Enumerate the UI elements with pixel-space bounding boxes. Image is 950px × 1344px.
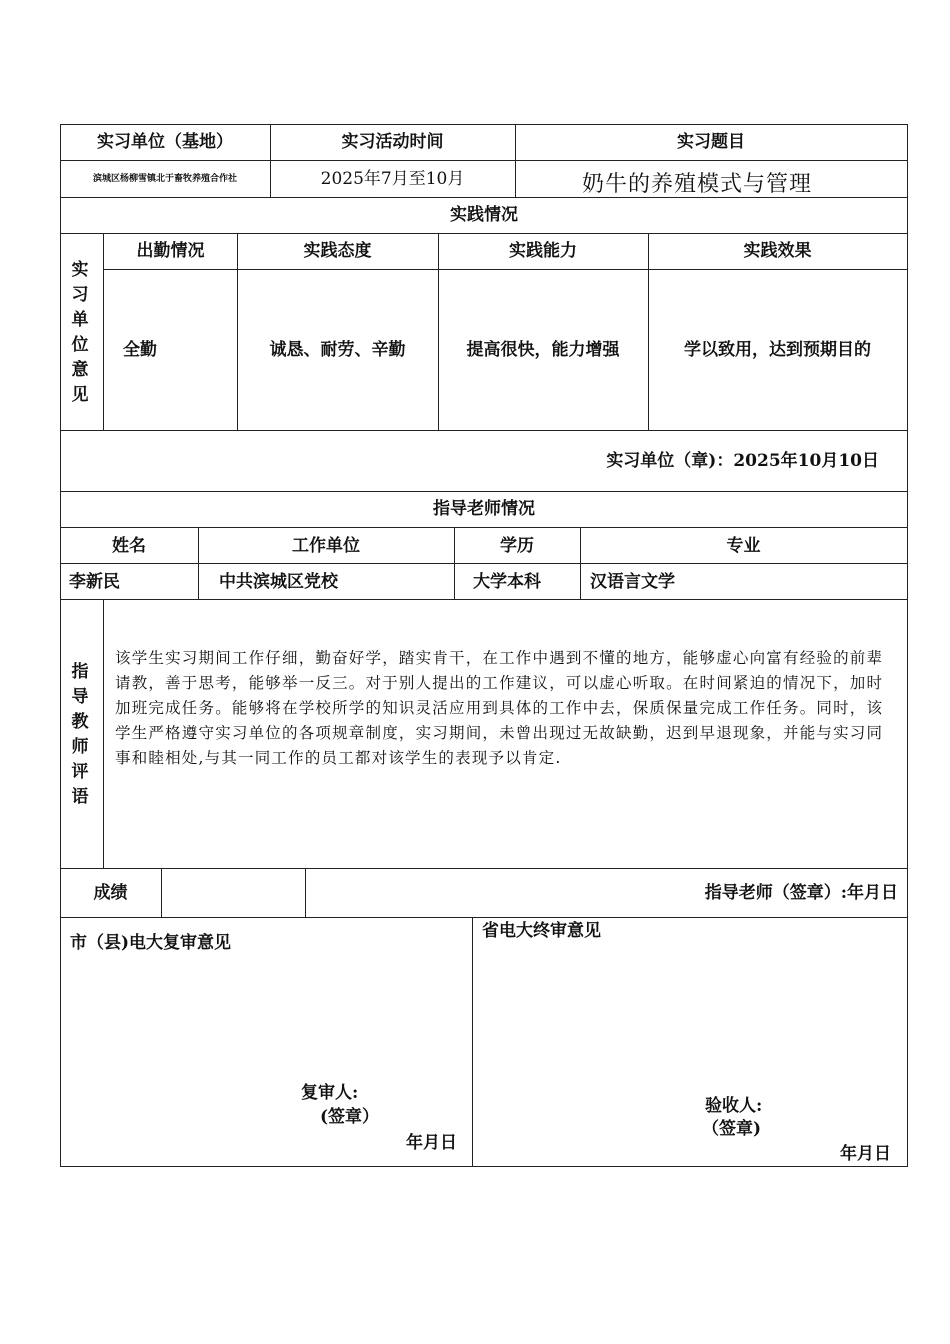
teacher-header-education: 学历	[500, 536, 534, 556]
teacher-section-title: 指导老师情况	[433, 499, 535, 519]
province-seal-label: （签章)	[702, 1119, 762, 1139]
practice-header-attitude: 实践态度	[303, 241, 372, 261]
practice-section-title: 实践情况	[450, 205, 518, 225]
rule	[103, 599, 104, 868]
rule	[60, 233, 908, 234]
rule	[60, 124, 61, 1167]
teacher-education-value: 大学本科	[473, 572, 541, 592]
city-seal-label: (签章）	[320, 1107, 380, 1127]
city-review-title: 市（县)电大复审意见	[70, 933, 232, 953]
rule	[60, 124, 908, 125]
rule	[60, 868, 908, 869]
rule	[60, 527, 908, 528]
province-review-date: 年月日	[840, 1144, 891, 1164]
rule	[237, 233, 238, 430]
rule	[60, 491, 908, 492]
rule	[472, 917, 473, 1166]
teacher-comment-text: 该学生实习期间工作仔细，勤奋好学，踏实肯干，在工作中遇到不懂的地方，能够虚心向富有经验的前辈请教，善于思考，能够举一反三。对于别人提出的工作建议，可以虚心听取。在时间紧迫的情况下，加时加班完成任务。能够将在学校所学的知识灵活应用到具体的工作中去，保质保量完成工作任务。同时，该学生严格遵守实习单位的各项规章制度，实习期间，未曾出现过无故缺勤，迟到早退现象，并能与实习同事和睦相处,与其一同工作的员工都对该学生的表现予以肯定.	[115, 649, 884, 767]
province-review-title: 省电大终审意见	[482, 921, 601, 941]
header-unit-label: 实习单位（基地）	[97, 132, 233, 152]
teacher-header-major: 专业	[726, 536, 761, 556]
practice-side-label: 实习单位意见	[71, 260, 89, 405]
teacher-name-value: 李新民	[69, 572, 120, 592]
rule	[60, 599, 908, 600]
rule	[104, 269, 908, 270]
city-reviewer-label: 复审人:	[301, 1083, 359, 1103]
practice-attitude-value: 诚恳、耐劳、辛勤	[269, 340, 406, 360]
practice-attendance-value: 全勤	[123, 340, 157, 360]
rule	[648, 233, 649, 430]
rule	[305, 868, 306, 917]
unit-name-value: 滨城区杨柳雪镇北于畜牧养殖合作社	[92, 174, 237, 184]
rule	[60, 160, 908, 161]
rule	[103, 233, 104, 430]
rule	[60, 917, 908, 918]
grade-label: 成绩	[93, 883, 128, 903]
header-topic-label: 实习题目	[677, 132, 745, 152]
teacher-comment-side-label: 指导教师评语	[71, 662, 89, 807]
city-review-date: 年月日	[406, 1133, 457, 1153]
period-value: 2025年7月至10月	[320, 169, 465, 189]
practice-header-effect: 实践效果	[743, 241, 812, 261]
teacher-signature-line: 指导老师（签章）:年月日	[704, 883, 898, 903]
rule	[907, 124, 908, 1167]
practice-header-ability: 实践能力	[509, 241, 577, 261]
rule	[60, 430, 908, 431]
practice-header-attendance: 出勤情况	[136, 241, 205, 261]
practice-ability-value: 提高很快，能力增强	[466, 340, 620, 360]
rule	[161, 868, 162, 917]
unit-stamp-line: 实习单位（章)：2025年10月10日	[606, 451, 879, 471]
topic-value: 奶牛的养殖模式与管理	[582, 172, 813, 197]
rule	[438, 233, 439, 430]
rule	[60, 1166, 908, 1167]
rule	[60, 563, 908, 564]
teacher-header-workplace: 工作单位	[292, 536, 360, 556]
teacher-major-value: 汉语言文学	[590, 572, 675, 592]
header-period-label: 实习活动时间	[341, 132, 444, 152]
teacher-header-name: 姓名	[112, 536, 146, 556]
practice-effect-value: 学以致用，达到预期目的	[684, 340, 871, 360]
province-receiver-label: 验收人:	[705, 1096, 763, 1116]
teacher-workplace-value: 中共滨城区党校	[219, 572, 338, 592]
